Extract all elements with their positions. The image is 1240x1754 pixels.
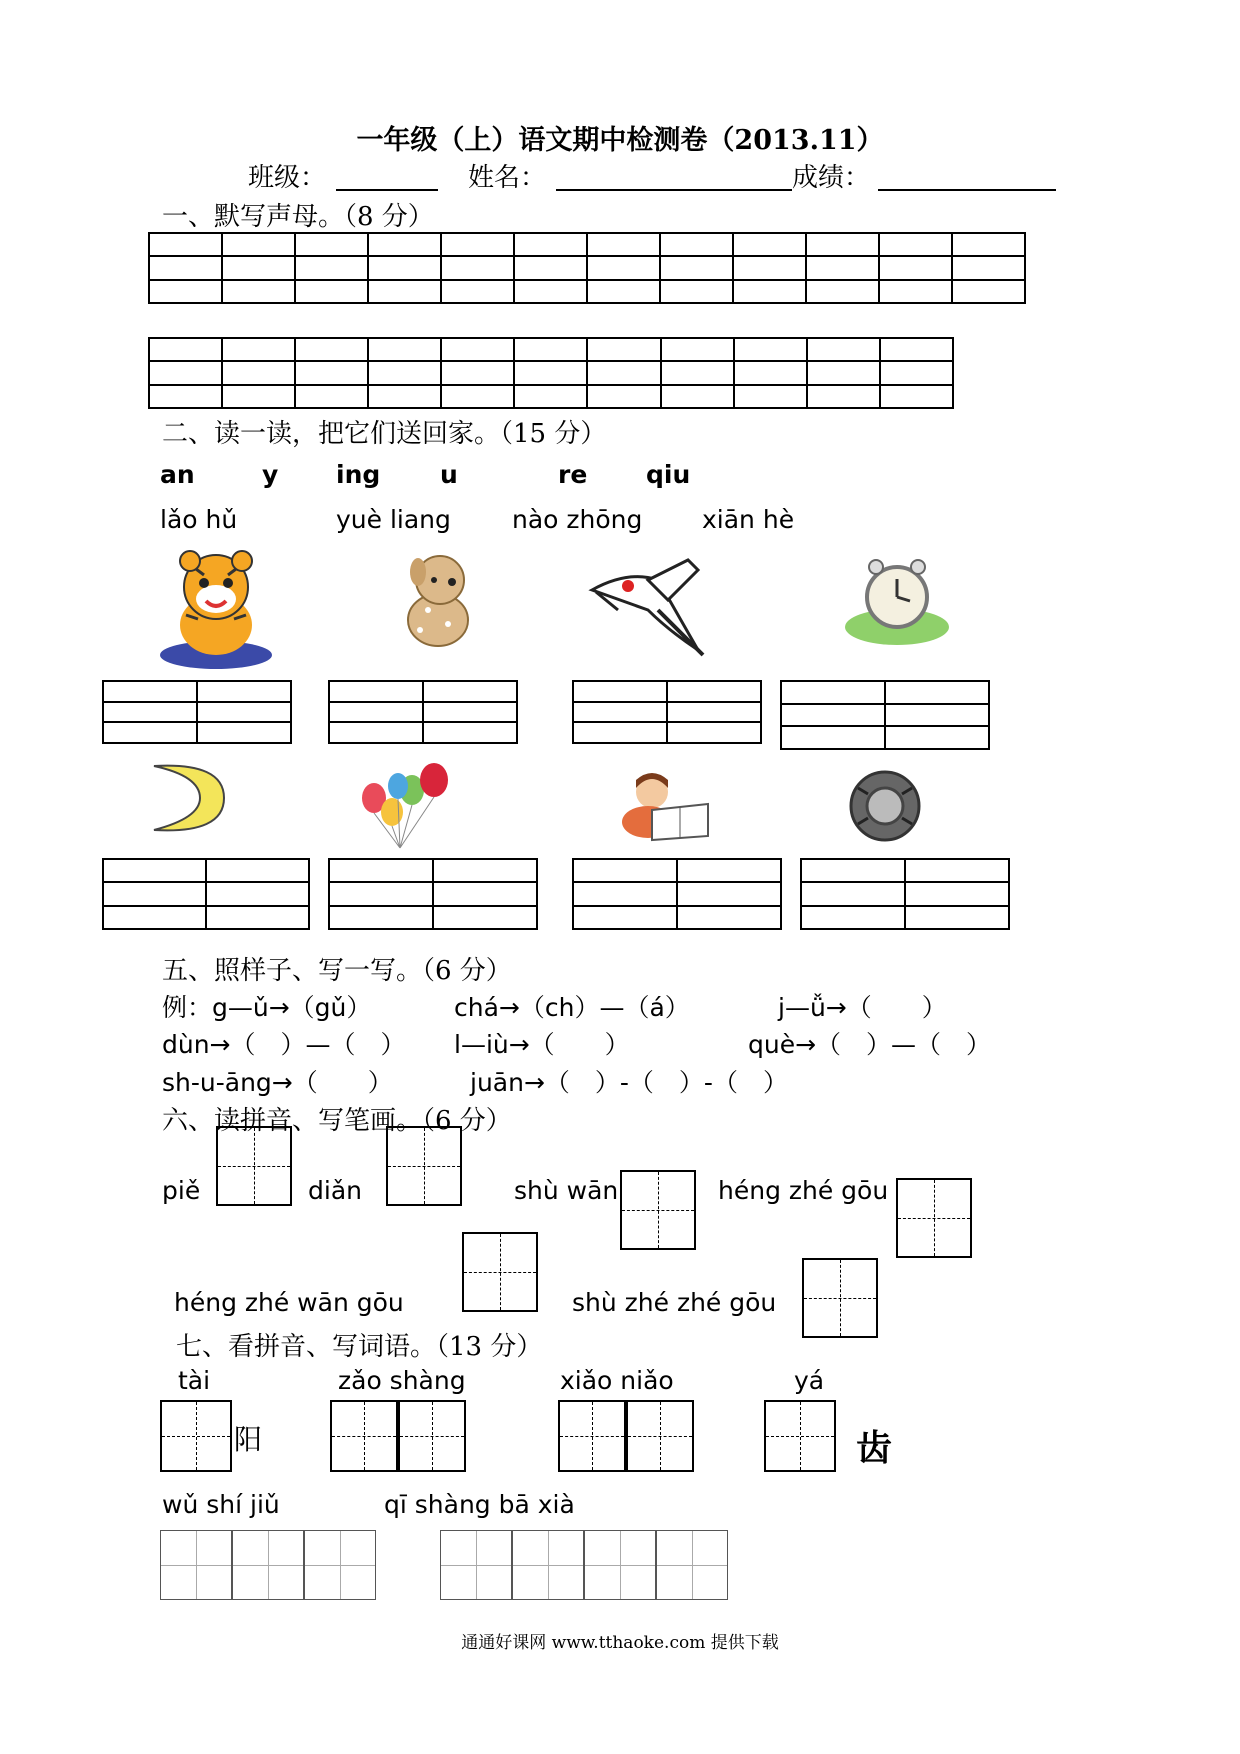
class-field[interactable] bbox=[336, 163, 438, 191]
syllable: y bbox=[262, 460, 279, 489]
stroke-label: héng zhé wān gōu bbox=[174, 1288, 404, 1317]
syllable: an bbox=[160, 460, 195, 489]
exercise-line[interactable]: què→（ ）—（ ） bbox=[748, 1030, 992, 1059]
word-pinyin: xiān hè bbox=[702, 505, 795, 534]
exercise-line[interactable]: l—iù→（ ） bbox=[454, 1030, 630, 1059]
word-pinyin: xiǎo niǎo bbox=[560, 1366, 674, 1395]
given-char: 阳 bbox=[234, 1423, 263, 1456]
alarm-clock-illustration bbox=[842, 555, 952, 647]
puppy-illustration bbox=[400, 550, 476, 650]
answer-grid[interactable] bbox=[780, 680, 990, 750]
initials-grid-2[interactable] bbox=[148, 337, 954, 409]
stroke-label: shù wān bbox=[514, 1176, 619, 1205]
word-pinyin: zǎo shàng bbox=[338, 1366, 466, 1395]
moon-illustration bbox=[144, 762, 230, 834]
section6-heading: 六、读拼音、写笔画。（6 分） bbox=[162, 1106, 512, 1136]
stroke-label: héng zhé gōu bbox=[718, 1176, 889, 1205]
answer-grid[interactable] bbox=[800, 858, 1010, 930]
char-box[interactable] bbox=[330, 1400, 398, 1472]
initials-grid-1[interactable] bbox=[148, 232, 1026, 304]
section5-heading: 五、照样子、写一写。（6 分） bbox=[162, 956, 512, 986]
name-label: 姓名： bbox=[468, 163, 547, 193]
syllable: re bbox=[558, 460, 588, 489]
stroke-label: diǎn bbox=[308, 1176, 362, 1205]
char-box[interactable] bbox=[398, 1400, 466, 1472]
syllable: ing bbox=[336, 460, 381, 489]
stroke-label: shù zhé zhé gōu bbox=[572, 1288, 777, 1317]
word-pinyin: lǎo hǔ bbox=[160, 505, 238, 534]
stroke-box[interactable] bbox=[216, 1126, 292, 1206]
answer-grid[interactable] bbox=[572, 858, 782, 930]
stroke-box[interactable] bbox=[802, 1258, 878, 1338]
word-pinyin: tài bbox=[178, 1366, 211, 1395]
answer-grid[interactable] bbox=[102, 858, 310, 930]
footer-credit: 通通好课网 www.tthaoke.com 提供下载 bbox=[461, 1633, 779, 1653]
char-box[interactable] bbox=[584, 1530, 656, 1600]
word-pinyin: yuè liang bbox=[336, 505, 451, 534]
exercise-line[interactable]: sh-u-āng→（ ） bbox=[162, 1068, 393, 1097]
section7-heading: 七、看拼音、写词语。（13 分） bbox=[176, 1332, 543, 1362]
stroke-box[interactable] bbox=[386, 1126, 462, 1206]
tiger-illustration bbox=[156, 545, 276, 671]
answer-grid[interactable] bbox=[328, 858, 538, 930]
char-box[interactable] bbox=[558, 1400, 626, 1472]
char-box[interactable] bbox=[656, 1530, 728, 1600]
stroke-box[interactable] bbox=[462, 1232, 538, 1312]
balloons-illustration bbox=[354, 760, 454, 850]
answer-grid[interactable] bbox=[328, 680, 518, 744]
exercise-line[interactable]: j—ǚ→（ ） bbox=[778, 993, 947, 1022]
exercise-line[interactable]: dùn→（ ）—（ ） bbox=[162, 1030, 406, 1059]
word-pinyin: yá bbox=[794, 1366, 825, 1395]
tire-illustration bbox=[848, 768, 922, 844]
stroke-label: piě bbox=[162, 1176, 201, 1205]
answer-grid[interactable] bbox=[572, 680, 762, 744]
section1-heading: 一、默写声母。（8 分） bbox=[162, 202, 434, 232]
reading-girl-illustration bbox=[612, 770, 712, 842]
char-box[interactable] bbox=[160, 1400, 232, 1472]
name-field[interactable] bbox=[556, 163, 792, 191]
example-line: chá→（ch）—（á） bbox=[454, 993, 690, 1022]
section2-heading: 二、读一读，把它们送回家。（15 分） bbox=[162, 419, 607, 449]
char-box[interactable] bbox=[440, 1530, 512, 1600]
char-box[interactable] bbox=[764, 1400, 836, 1472]
answer-grid[interactable] bbox=[102, 680, 292, 744]
example-line: 例：g—ǔ→（gǔ） bbox=[162, 993, 372, 1022]
crane-illustration bbox=[588, 550, 708, 660]
given-char: 齿 bbox=[856, 1428, 893, 1469]
page-title: 一年级（上）语文期中检测卷（2013.11） bbox=[356, 125, 884, 156]
syllable: u bbox=[440, 460, 458, 489]
word-pinyin: nào zhōng bbox=[512, 505, 643, 534]
class-label: 班级： bbox=[248, 163, 327, 193]
score-label: 成绩： bbox=[792, 163, 871, 193]
exercise-line[interactable]: juān→（ ）-（ ）-（ ） bbox=[470, 1068, 788, 1097]
stroke-box[interactable] bbox=[620, 1170, 696, 1250]
char-box[interactable] bbox=[626, 1400, 694, 1472]
char-box[interactable] bbox=[512, 1530, 584, 1600]
char-box[interactable] bbox=[304, 1530, 376, 1600]
score-field[interactable] bbox=[878, 163, 1056, 191]
char-box[interactable] bbox=[232, 1530, 304, 1600]
phrase-pinyin: qī shàng bā xià bbox=[384, 1490, 575, 1519]
stroke-box[interactable] bbox=[896, 1178, 972, 1258]
syllable: qiu bbox=[646, 460, 691, 489]
char-box[interactable] bbox=[160, 1530, 232, 1600]
phrase-pinyin: wǔ shí jiǔ bbox=[162, 1490, 280, 1519]
